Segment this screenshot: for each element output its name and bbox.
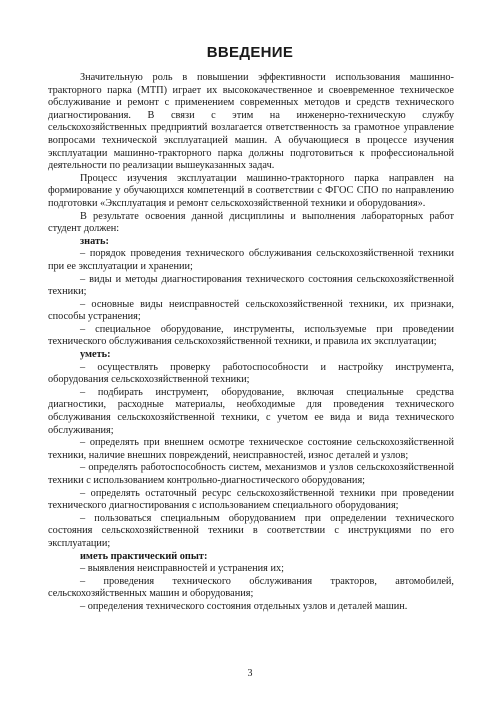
- list-item: – проведения технического обслуживания тракторов, автомобилей, сельскохозяйственных машин и оборудования;: [48, 575, 454, 600]
- intro-paragraph-3: В результате освоения данной дисциплины и выполнения лабораторных работ студент должен:: [48, 210, 454, 235]
- document-body: [48, 72, 454, 614]
- section-heading-know: знать:: [80, 235, 109, 247]
- list-item: – определять работоспособность систем, механизмов и узлов сельскохозяйственной техники с использованием контрольно-диагностического оборудования;: [48, 462, 454, 486]
- list-item: – определения технического состояния отдельных узлов и деталей машин.: [80, 600, 408, 612]
- section-heading-experience: иметь практический опыт:: [80, 550, 208, 562]
- list-item: – определять при внешнем осмотре техническое состояние сельскохозяйственной техники, наличие внешних повреждений, неисправностей, износ деталей и узлов;: [48, 437, 454, 461]
- list-item: – виды и методы диагностирования технического состояния сельскохозяйственной техники;: [48, 273, 454, 298]
- list-item: – порядок проведения технического обслуживания сельскохозяйственной техники при ее эксплуатации и хранении;: [48, 248, 454, 272]
- list-item: – осуществлять проверку работоспособности и настройку инструмента, оборудования сельскохозяйственной техники;: [48, 361, 454, 386]
- intro-paragraph-2: Процесс изучения эксплуатации машинно-тракторного парка направлен на формирование у обучающихся компетенций в соответствии с ФГОС СПО по направлению подготовки «Эксплуатация и ремонт сельскохозяйственной техники и оборудования».: [48, 172, 454, 209]
- section-heading-skills: уметь:: [80, 349, 111, 361]
- list-item: – определять остаточный ресурс сельскохозяйственной техники при проведении технического диагностирования с использованием специального оборудования;: [48, 487, 454, 512]
- list-item: – выявления неисправностей и устранения их;: [80, 563, 284, 575]
- list-item: – подбирать инструмент, оборудование, включая специальные средства диагностики, расходные материалы, необходимые для проведения технического обслуживания сельскохозяйственной техники, с учетом ее вида и вида технического обслуживания;: [48, 386, 454, 436]
- intro-paragraph-1: Значительную роль в повышении эффективности использования машинно-тракторного парка (МТП) играет их высококачественное и своевременное техническое обслуживание и ремонт с применением современных методов и средств технического диагностирования. В связи с этим на инженерно-техническую службу сельскохозяйственных предприятий возлагается ответственность за грамотное управление вопросами технической эксплуатацией машин. А обучающиеся в процессе изучения эксплуатации машинно-тракторного парка должны подготовиться к профессиональной деятельности по реализации вышеуказанных задач.: [48, 72, 454, 172]
- page-number: 3: [247, 668, 253, 679]
- page-title: ВВЕДЕНИЕ: [206, 44, 294, 61]
- list-item: – специальное оборудование, инструменты, используемые при проведении технического обслуживания сельскохозяйственной техники, и правила их эксплуатации;: [48, 323, 454, 348]
- list-item: – основные виды неисправностей сельскохозяйственной техники, их признаки, способы устранения;: [48, 298, 454, 323]
- list-item: – пользоваться специальным оборудованием при определении технического состояния сельскохозяйственной техники в соответствии с инструкциями по его эксплуатации;: [48, 512, 454, 549]
